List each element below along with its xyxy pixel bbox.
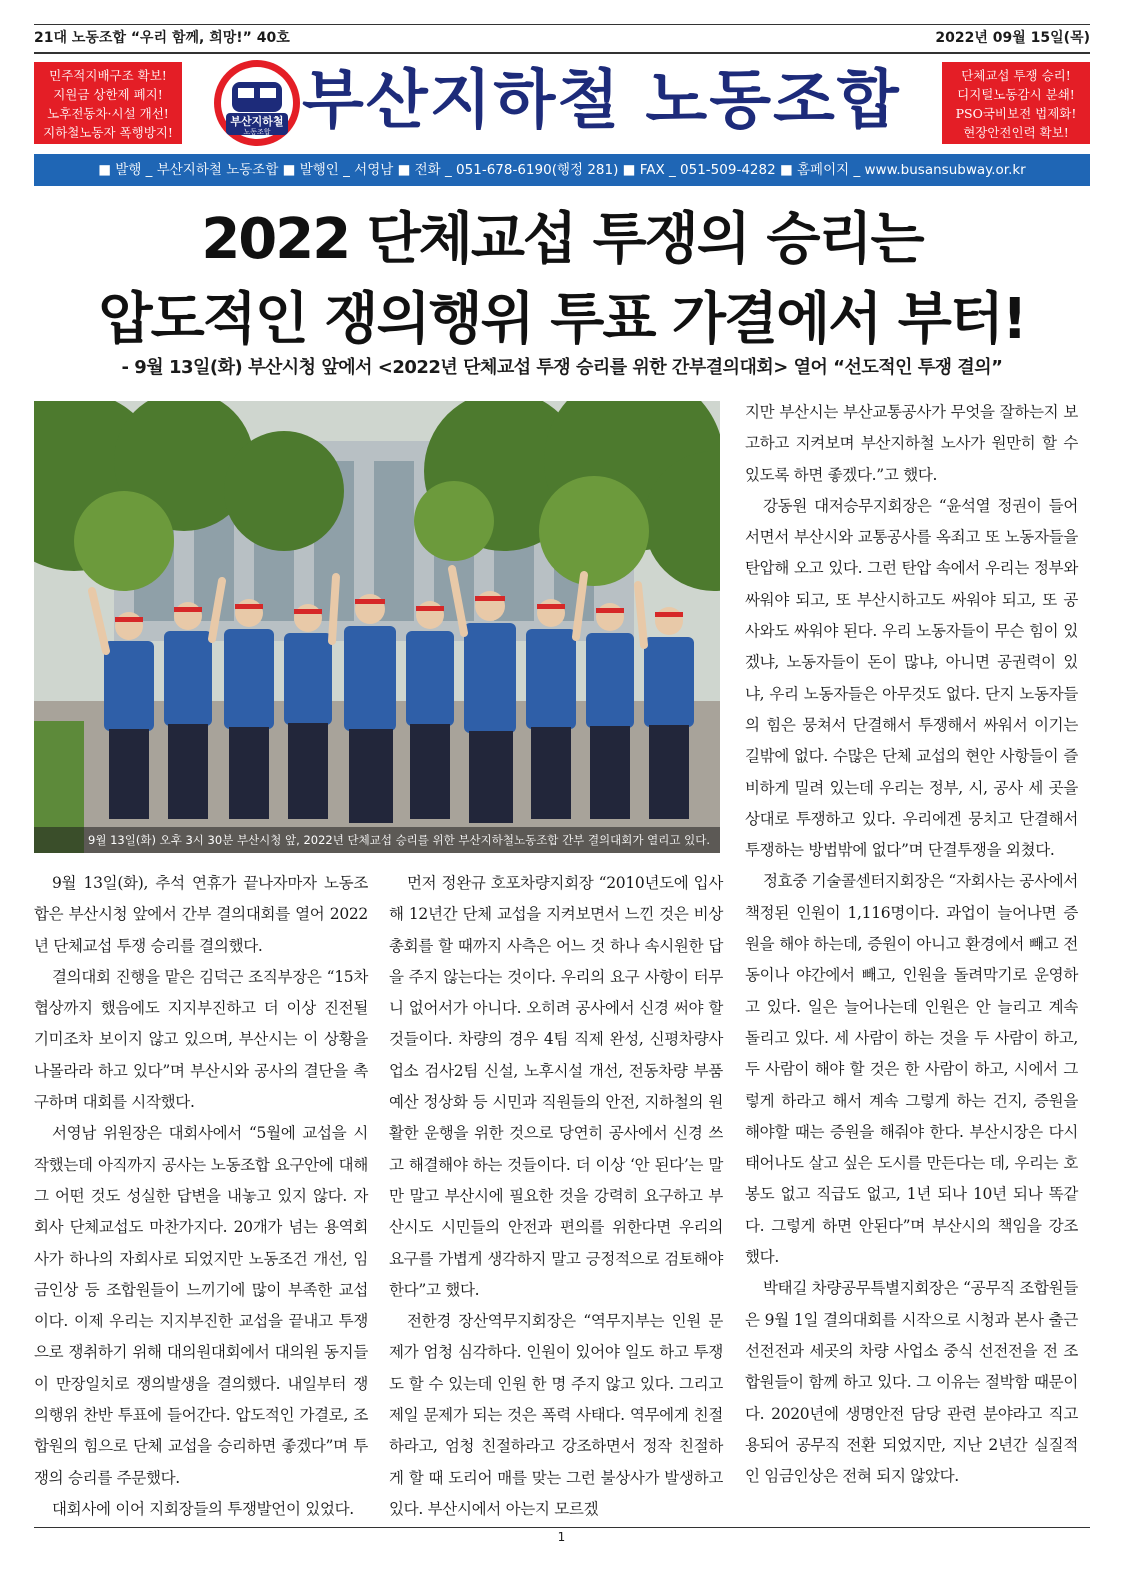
paragraph: 먼저 정완규 호포차량지회장 “2010년도에 입사해 12년간 단체 교섭을 지켜보면서 느낀 것은 비상총회를 할 때까지 사측은 어느 것 하나 속시원한 답을 주지 않는다는 것이다. 우리의 요구 사항이 터무니 없어서가 아니다. 오히려 공사에서 신경 써야 할 것들이다. 차량의 경우 4팀 직제 완성, 신평차량사업소 검사2팀 신설, 노후시설 개선, 전동차량 부품 예산 정상화 등 시민과 직원들의 안전, 지하철의 원활한 운행을 위한 것으로 당연히 공사에서 신경 쓰고 해결해야 하는 것들이다. 더 이상 ‘안 된다’는 말만 말고 부산시에 필요한 것을 강력히 요구하고 부산시도 시민들의 안전과 편의를 위한다면 우리의 요구를 가볍게 생각하지 말고 긍정적으로 검토해야 한다”고 했다. xyxy=(389,874,723,1299)
paragraph: 전한경 장산역무지회장은 “역무지부는 인원 문제가 엄청 심각하다. 인원이 있어야 일도 하고 투쟁도 할 수 있는데 인원 한 명 주지 않고 있다. 그리고 제일 문제가 되는 것은 폭력 사태다. 역무에게 친절하라고, 엄청 친절하라고 강조하면서 정작 친절하게 할 때 도리어 매를 맞는 그런 불상사가 발생하고 있다. 부산시에서 아는지 모르겠 xyxy=(389,1312,723,1518)
issue-bar xyxy=(34,24,1090,47)
slogan: 디지털노동감시 분쇄! xyxy=(957,87,1075,102)
issue-date: 2022년 09월 15일(목) xyxy=(935,30,1090,46)
paragraph: 박태길 차량공무특별지회장은 “공무직 조합원들은 9월 1일 결의대회를 시작으로 시청과 본사 출근 선전전과 세곳의 차량 사업소 중식 선전전을 전 조합원들이 함께 하고 있다. 그 이유는 절박함 때문이다. 2020년에 생명안전 담당 관련 분야라고 직고용되어 공무직 전환 되었지만, 지난 2년간 실질적인 임금인상은 전혀 되지 않았다. xyxy=(745,1279,1078,1486)
left-slogan-box xyxy=(34,62,182,144)
paragraph: 정효중 기술콜센터지회장은 “자회사는 공사에서 책정된 인원이 1,116명이다. 과업이 늘어나면 증원을 해야 하는데, 증원이 아니고 환경에서 빼고 전동이나 야간에서 빼고, 인원을 돌려막기로 운영하고 있다. 일은 늘어나는데 인원은 안 늘리고 계속 돌리고 있다. 세 사람이 하는 것을 두 사람이 하고, 두 사람이 해야 할 것은 한 사람이 하고, 시에서 그렇게 하라고 해서 계속 그렇게 하는 건지, 증원을 해야할 때는 증원을 해줘야 한다. 부산시장은 다시 태어나도 살고 싶은 도시를 만든다는 데, 우리는 호봉도 없고 직급도 없고, 1년 되나 10년 되나 똑같다. 그렇게 하면 안된다”며 부산시의 책임을 강조했다. xyxy=(745,872,1078,1267)
article-column-3 xyxy=(745,397,1078,1492)
headline-line-1: 2022 단체교섭 투쟁의 승리는 xyxy=(201,207,923,272)
article-column-1 xyxy=(34,868,368,1525)
slogan: 민주적지배구조 확보! xyxy=(49,68,167,83)
publisher-info-bar: ■ 발행 _ 부산지하철 노동조합 ■ 발행인 _ 서영남 ■ 전화 _ 051-678-6190(행정 281) ■ FAX _ 051-509-4282 ■ 홈페이지 _ www.busansubway.or.kr xyxy=(34,154,1090,186)
photo-caption: 9월 13일(화) 오후 3시 30분 부산시청 앞, 2022년 단체교섭 승리를 위한 부산지하철노동조합 간부 결의대회가 열리고 있다. xyxy=(34,827,720,853)
rally-photo-illustration-icon xyxy=(34,401,720,853)
newsletter-header xyxy=(34,52,1090,150)
page-number: 1 xyxy=(557,1530,566,1544)
logo-text-main: 부산지하철 xyxy=(230,115,284,128)
paragraph: 강동원 대저승무지회장은 “윤석열 정권이 들어서면서 부산시와 교통공사를 옥죄고 또 노동자들을 탄압해 오고 있다. 그런 탄압 속에서 우리는 정부와 싸워야 되고, 또 부산시하고도 싸워야 되고, 또 공사와도 싸워야 된다. 우리 노동자들이 무슨 힘이 있겠냐, 노동자들이 돈이 많냐, 아니면 공권력이 있냐, 우리 노동자들은 아무것도 없다. 단지 노동자들의 힘은 뭉쳐서 단결해서 투쟁해서 싸워서 이기는 길밖에 없다. 수많은 단체 교섭의 현안 사항들이 즐비하게 밀려 있는데 우리는 정부, 시, 공사 세 곳을 상대로 투쟁하고 있다. 우리에겐 뭉치고 단결해서 투쟁하는 방법밖에 없다”며 단결투쟁을 외쳤다. xyxy=(745,496,1078,860)
right-slogan-box xyxy=(942,62,1090,144)
union-logo-icon xyxy=(212,58,302,148)
slogan: PSO국비보전 법제화! xyxy=(955,106,1077,121)
slogan: 노후전동차·시설 개선! xyxy=(47,106,169,121)
paragraph: 대회사에 이어 지회장들의 투쟁발언이 있었다. xyxy=(52,1499,354,1518)
article-column-2 xyxy=(389,868,723,1525)
paragraph: 서영남 위원장은 대회사에서 “5월에 교섭을 시작했는데 아직까지 공사는 노동조합 요구안에 대해 그 어떤 것도 성실한 답변을 내놓고 있지 않다. 자회사 단체교섭도 마찬가지다. 20개가 넘는 용역회사가 하나의 자회사로 되었지만 노동조건 개선, 임금인상 등 조합원들이 느끼기에 많이 부족한 교섭이다. 이제 우리는 지지부진한 교섭을 끝내고 투쟁으로 쟁취하기 위해 대의원대회에서 대의원 동지들이 만장일치로 쟁의발생을 결의했다. 내일부터 쟁의행위 찬반 투표에 들어간다. 압도적인 가결로, 조합원의 힘으로 단체 교섭을 승리하면 좋겠다”며 투쟁의 승리를 주문했다. xyxy=(34,1124,368,1487)
rally-photo xyxy=(34,401,720,853)
slogan: 지하철노동자 폭행방지! xyxy=(43,125,173,140)
paragraph: 지만 부산시는 부산교통공사가 무엇을 잘하는지 보고하고 지켜보며 부산지하철 노사가 원만히 할 수 있도록 하면 좋겠다.”고 했다. xyxy=(745,403,1078,484)
slogan: 단체교섭 투쟁 승리! xyxy=(961,68,1071,83)
slogan: 현장안전인력 확보! xyxy=(963,125,1069,140)
issue-number: 21대 노동조합 “우리 함께, 희망!” 40호 xyxy=(34,30,290,46)
footer-divider xyxy=(34,1527,1090,1528)
paragraph: 결의대회 진행을 맡은 김덕근 조직부장은 “15차 협상까지 했음에도 지지부진하고 더 이상 진전될 기미조차 보이지 않고 있으며, 부산시는 이 상황을 나몰라라 하고 있다”며 부산시와 공사의 결단을 촉구하며 대회를 시작했다. xyxy=(34,967,368,1112)
headline-line-2: 압도적인 쟁의행위 투표 가결에서 부터! xyxy=(98,287,1026,352)
masthead-title: 부산지하철 노동조합 xyxy=(302,64,901,138)
subheadline: - 9월 13일(화) 부산시청 앞에서 <2022년 단체교섭 투쟁 승리를 위한 간부결의대회> 열어 “선도적인 투쟁 결의” xyxy=(121,357,1003,378)
slogan: 지원금 상한제 폐지! xyxy=(53,87,163,102)
logo-text-sub: 노동조합 xyxy=(243,128,271,136)
paragraph: 9월 13일(화), 추석 연휴가 끝나자마자 노동조합은 부산시청 앞에서 간부 결의대회를 열어 2022년 단체교섭 투쟁 승리를 결의했다. xyxy=(34,874,368,955)
